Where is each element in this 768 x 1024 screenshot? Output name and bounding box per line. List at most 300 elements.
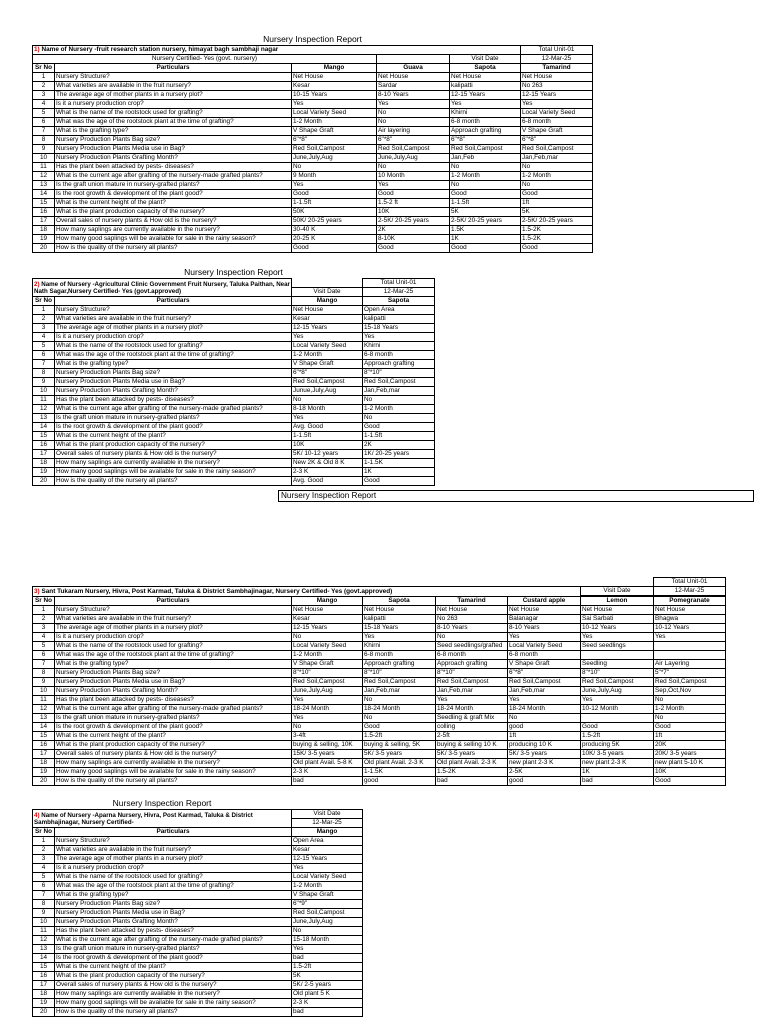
table-row [33,660,726,669]
answer-cell: 6"*8" [292,369,363,378]
table-row [33,624,726,633]
table-row [33,405,435,414]
answer-cell: 50K [292,208,377,217]
answer-cell: Local Variety Seed [521,109,593,118]
sr-no: 20 [33,477,55,486]
answer-cell: Jan,Feb,mar [521,154,593,163]
answer-cell: Red Soil,Campost [292,378,363,387]
answer-cell: 2-5K/ 20-25 years [521,217,593,226]
answer-cell: No [654,714,726,723]
sr-no: 2 [33,315,55,324]
sr-no: 20 [33,777,55,786]
answer-cell: 6"*8" [292,136,377,145]
answer-cell: Khirni [363,642,436,651]
sr-no: 18 [33,226,55,235]
question: Is it a nursery production crop? [55,864,292,873]
table-row [33,714,726,723]
sr-no: 9 [33,909,55,918]
answer-cell: 1.5K [450,226,521,235]
table-row [33,441,435,450]
answer-cell: Net House [436,606,508,615]
answer-cell: No [521,163,593,172]
sr-no: 7 [33,127,55,136]
question: Nursery Structure? [55,306,292,315]
question: What was the age of the rootstock plant at the time of grafting? [55,651,292,660]
table-row [33,972,363,981]
answer-cell: 8"*10" [363,669,436,678]
answer-cell: Jan,Feb,mar [508,687,581,696]
answer-cell: Red Soil,Campost [363,678,436,687]
sr-no: 6 [33,882,55,891]
answer-cell: V Shape Graft [292,891,363,900]
question: What was the age of the rootstock plant at the time of grafting? [55,351,292,360]
sr-no: 2 [33,846,55,855]
answer-cell: 5K/ 3-5 years [436,750,508,759]
table-row [33,741,726,750]
question: What is the current height of the plant? [55,963,292,972]
question: What is the plant production capacity of the nursery? [55,208,292,217]
answer-cell: 6"*8" [508,669,581,678]
answer-cell: producing 5K [581,741,654,750]
answer-cell: No [508,714,581,723]
answer-cell: 8"*10" [581,669,654,678]
table-row [33,154,593,163]
answer-cell: No [292,163,377,172]
question: What is the current age after grafting of the nursery-made grafted plants? [55,936,292,945]
question: What varieties are available in the fruit nursery? [55,82,292,91]
table-row [33,615,726,624]
sr-no: 16 [33,441,55,450]
answer-cell: Air Layering [654,660,726,669]
nursery-4-table [32,797,363,1017]
table-row [33,642,726,651]
answer-cell: Old plant Avail. 5-8 K [292,759,363,768]
question: Nursery Production Plants Grafting Month? [55,918,292,927]
report-title: Nursery Inspection Report [184,267,283,277]
sr-no-header: Sr No [33,828,55,837]
answer-cell: No [377,118,450,127]
table-row [33,651,726,660]
table-row [33,468,435,477]
table-row [33,306,435,315]
answer-cell: Seedling & graft Mix [436,714,508,723]
answer-cell: 1-1.5ft [450,199,521,208]
question: The average age of mother plants in a nursery plot? [55,855,292,864]
sr-no: 4 [33,333,55,342]
sr-no: 11 [33,927,55,936]
question: The average age of mother plants in a nursery plot? [55,324,292,333]
answer-cell: Yes [508,633,581,642]
sr-no: 5 [33,873,55,882]
answer-cell: 5K/ 3-5 years [508,750,581,759]
question: Nursery Production Plants Media use in Bag? [55,145,292,154]
answer-cell: June,July,Aug [377,154,450,163]
report-title: Nursery Inspection Report [263,34,362,44]
answer-cell: 2K [363,441,435,450]
sr-no: 14 [33,423,55,432]
question: What varieties are available in the fruit nursery? [55,615,292,624]
answer-cell: Yes [292,696,363,705]
answer-cell: No 263 [521,82,593,91]
table-row [33,936,363,945]
answer-cell: 8-10 Years [377,91,450,100]
question: How many saplings are currently available in the nursery? [55,990,292,999]
answer-cell: Bhagwa [654,615,726,624]
table-row [33,990,363,999]
question: Is it a nursery production crop? [55,333,292,342]
question: What is the grafting type? [55,360,292,369]
nursery-3-sheet [32,577,726,786]
question: How many saplings are currently available in the nursery? [55,759,292,768]
question: Is it a nursery production crop? [55,100,292,109]
answer-cell: Good [377,244,450,253]
table-row [33,477,435,486]
answer-cell: Khirni [450,109,521,118]
table-row [33,181,593,190]
question: What is the grafting type? [55,660,292,669]
answer-cell: 5K/ 2-5 years [292,981,363,990]
table-row [33,342,435,351]
question: What is the current height of the plant? [55,199,292,208]
answer-cell: Jan,Feb,mar [363,687,436,696]
answer-cell: 18-24 Month [508,705,581,714]
answer-cell: Seed seedlings/grafted [436,642,508,651]
trailing-title: Nursery Inspection Report [278,490,754,502]
visit-date-label: Visit Date [450,55,521,64]
answer-cell: Yes [292,181,377,190]
answer-cell: No [450,163,521,172]
answer-cell: bad [292,777,363,786]
answer-cell: 9 Month [292,172,377,181]
answer-cell: 8"*10" [363,369,435,378]
answer-cell: 1.5-2ft [292,963,363,972]
answer-cell [581,714,654,723]
answer-cell: Good [292,190,377,199]
question: Nursery Structure? [55,606,292,615]
table-row [33,846,363,855]
question: What is the current age after grafting of the nursery-made grafted plants? [55,405,292,414]
answer-cell: Net House [363,606,436,615]
answer-cell: 1-1.5K [363,768,436,777]
answer-cell: 10K [377,208,450,217]
table-row [33,190,593,199]
table-row [33,315,435,324]
answer-cell: 10K [654,768,726,777]
answer-cell: 12-15 Years [521,91,593,100]
answer-cell: Good [363,723,436,732]
table-row [33,73,593,82]
answer-cell: Net House [521,73,593,82]
answer-cell: No [450,181,521,190]
answer-cell: Good [450,244,521,253]
question: What is the current height of the plant? [55,732,292,741]
question: What is the plant production capacity of the nursery? [55,972,292,981]
question: Nursery Production Plants Bag size? [55,136,292,145]
table-row [33,750,726,759]
question: Is the graft union mature in nursery-grafted plants? [55,714,292,723]
particulars-header: Particulars [55,64,292,73]
answer-cell: Net House [292,73,377,82]
question: What is the name of the rootstock used for grafting? [55,873,292,882]
answer-cell: Approach grafting [450,127,521,136]
table-row [33,145,593,154]
question: How many good saplings will be available for sale in the rainy season? [55,999,292,1008]
sr-no: 19 [33,999,55,1008]
answer-cell: Net House [292,306,363,315]
table-row [33,723,726,732]
answer-cell: 1K [363,468,435,477]
question: Nursery Production Plants Grafting Month? [55,387,292,396]
answer-cell: Red Soil,Campost [292,145,377,154]
question: How many good saplings will be available for sale in the rainy season? [55,468,292,477]
answer-cell: Khirni [363,342,435,351]
answer-cell: 1-1.5K [363,459,435,468]
answer-cell: 1K [581,768,654,777]
question: What is the plant production capacity of the nursery? [55,741,292,750]
sr-no: 14 [33,190,55,199]
answer-cell: 12-15 Years [450,91,521,100]
table-row [33,414,435,423]
crop-header: Sapota [363,597,436,606]
question: What varieties are available in the fruit nursery? [55,846,292,855]
answer-cell: 1-1.5ft [292,432,363,441]
answer-cell: Net House [654,606,726,615]
crop-header: Tamarind [436,597,508,606]
answer-cell: Approach grafting [363,360,435,369]
visit-date: 12-Mar-25 [363,288,435,297]
question: Nursery Production Plants Bag size? [55,900,292,909]
answer-cell: good [363,777,436,786]
answer-cell: 20K/ 3-5 years [654,750,726,759]
answer-cell: 10 Month [377,172,450,181]
answer-cell: June,July,Aug [292,154,377,163]
answer-cell: 6"*8" [450,136,521,145]
answer-cell: 8-10 Years [436,624,508,633]
answer-cell: 1-2 Month [450,172,521,181]
answer-cell: kalipatti [363,615,436,624]
answer-cell: 1K [450,235,521,244]
answer-cell: Kesar [292,846,363,855]
question: Is the root growth & development of the plant good? [55,423,292,432]
answer-cell: 10-12 Month [581,705,654,714]
answer-cell: colling [436,723,508,732]
question: Nursery Production Plants Grafting Month? [55,154,292,163]
answer-cell: bad [292,954,363,963]
question: What was the age of the rootstock plant at the time of grafting? [55,882,292,891]
sr-no: 12 [33,405,55,414]
answer-cell: 5K [292,972,363,981]
particulars-header: Particulars [55,597,292,606]
question: The average age of mother plants in a nursery plot? [55,91,292,100]
table-row [33,396,435,405]
sr-no: 9 [33,678,55,687]
answer-cell: Yes [581,696,654,705]
crop-header: Pomegranate [654,597,726,606]
sr-no: 4 [33,864,55,873]
table-row [33,459,435,468]
sr-no: 6 [33,651,55,660]
question: How many saplings are currently available in the nursery? [55,459,292,468]
answer-cell: Air layering [377,127,450,136]
answer-cell: Old plant 5 K [292,990,363,999]
nursery-1-table [32,33,593,253]
sr-no: 18 [33,990,55,999]
answer-cell: Yes [581,633,654,642]
answer-cell: Local Variety Seed [508,642,581,651]
table-row [33,687,726,696]
sr-no: 5 [33,109,55,118]
sr-no: 11 [33,696,55,705]
nursery-name: 4) Name of Nursery -Aparna Nursery, Hivra, Post Karmad, Taluka & District Sambhajinagar, Nursery Certified- [33,810,292,828]
answer-cell: good [508,723,581,732]
answer-cell: 10K [292,441,363,450]
answer-cell: V Shape Graft [508,660,581,669]
answer-cell: kalipatti [450,82,521,91]
sr-no: 16 [33,208,55,217]
answer-cell: bad [436,777,508,786]
sr-no: 6 [33,351,55,360]
answer-cell: 8-10K [377,235,450,244]
question: What is the plant production capacity of the nursery? [55,441,292,450]
answer-cell: new plant 2-3 K [508,759,581,768]
sr-no: 1 [33,837,55,846]
answer-cell: 8"*10" [292,669,363,678]
answer-cell: Local Variety Seed [292,342,363,351]
answer-cell: Red Soil,Campost [292,909,363,918]
question: Is it a nursery production crop? [55,633,292,642]
sr-no: 13 [33,181,55,190]
crop-header: Mango [292,64,377,73]
sr-no: 5 [33,642,55,651]
answer-cell: Sai Sarbati [581,615,654,624]
answer-cell: Good [521,244,593,253]
sr-no: 17 [33,750,55,759]
nursery-4-sheet [32,797,363,1017]
answer-cell: Red Soil,Campost [521,145,593,154]
answer-cell: Yes [436,696,508,705]
answer-cell: 5K [521,208,593,217]
nursery-name: 2) Name of Nursery -Agricultural Clinic Government Fruit Nursery, Taluka Paithan, Near Nath Sagar,Nursery Certified- Yes (govt.approved) [34,280,290,295]
answer-cell: 2-5K/ 20-25 years [377,217,450,226]
table-row [33,136,593,145]
table-row [33,226,593,235]
answer-cell: 1-2 Month [292,651,363,660]
answer-cell: Kesar [292,315,363,324]
answer-cell: Open Area [292,837,363,846]
question: Has the plant been attacked by pests- diseases? [55,927,292,936]
answer-cell: Yes [292,714,363,723]
answer-cell: V Shape Graft [521,127,593,136]
table-row [33,208,593,217]
crop-header: Guava [377,64,450,73]
answer-cell: Yes [450,100,521,109]
question: What is the name of the rootstock used for grafting? [55,642,292,651]
answer-cell [581,651,654,660]
table-row [33,82,593,91]
sr-no: 5 [33,342,55,351]
table-row [33,100,593,109]
answer-cell: Yes [292,945,363,954]
table-row [33,387,435,396]
question: How is the quality of the nursery all plants? [55,777,292,786]
answer-cell: Good [363,477,435,486]
question: Nursery Production Plants Media use in Bag? [55,678,292,687]
answer-cell: No [654,696,726,705]
answer-cell: Seed seedlings [581,642,654,651]
sr-no: 7 [33,891,55,900]
answer-cell: 8-18 Month [292,405,363,414]
sr-no: 16 [33,741,55,750]
sr-no: 15 [33,199,55,208]
answer-cell: No 263 [436,615,508,624]
answer-cell: Red Soil,Campost [292,678,363,687]
table-row [33,118,593,127]
sr-no: 18 [33,459,55,468]
answer-cell: 2-5K [508,768,581,777]
answer-cell: Good [581,723,654,732]
answer-cell: Red Soil,Campost [363,378,435,387]
answer-cell: kalipatti [363,315,435,324]
question: Is the root growth & development of the plant good? [55,190,292,199]
question: Has the plant been attacked by pests- diseases? [55,696,292,705]
answer-cell: Yes [363,333,435,342]
table-row [33,199,593,208]
crop-header: Mango [292,828,363,837]
sr-no: 20 [33,244,55,253]
answer-cell: V Shape Graft [292,127,377,136]
answer-cell: Net House [377,73,450,82]
total-unit: Total Unit-01 [363,279,435,288]
question: What is the name of the rootstock used for grafting? [55,109,292,118]
sr-no: 13 [33,945,55,954]
sr-no: 9 [33,378,55,387]
table-row [33,900,363,909]
answer-cell: Sep,Oct,Nov [654,687,726,696]
sr-no: 19 [33,768,55,777]
answer-cell: 3-4ft [292,732,363,741]
answer-cell: Avg. Good [292,477,363,486]
sr-no: 17 [33,450,55,459]
table-row [33,127,593,136]
sr-no: 10 [33,387,55,396]
answer-cell: Good [377,190,450,199]
answer-cell: Yes [377,181,450,190]
answer-cell: 1-2 Month [654,705,726,714]
answer-cell: Red Soil,Campost [654,678,726,687]
answer-cell: No [363,714,436,723]
visit-date: 12-Mar-25 [521,55,593,64]
sr-no: 7 [33,360,55,369]
answer-cell: Old plant Avail. 2-3 K [436,759,508,768]
answer-cell: V Shape Graft [292,360,363,369]
answer-cell: Old plant Avail. 2-3 K [363,759,436,768]
table-row [33,873,363,882]
answer-cell: Kesar [292,615,363,624]
sr-no: 1 [33,606,55,615]
answer-cell: bad [292,1008,363,1017]
sr-no-header: Sr No [33,597,55,606]
question: What is the current age after grafting of the nursery-made grafted plants? [55,705,292,714]
answer-cell: new plant 5-10 K [654,759,726,768]
answer-cell: 1.5-2ft [363,732,436,741]
answer-cell: Good [521,190,593,199]
sr-no-header: Sr No [33,297,55,306]
answer-cell: Yes [363,633,436,642]
answer-cell: 1-1.5ft [292,199,377,208]
question: Overall sales of nursery plants & How old is the nursery? [55,217,292,226]
answer-cell: Jan,Feb,mar [436,687,508,696]
answer-cell: Approach grafting [363,660,436,669]
